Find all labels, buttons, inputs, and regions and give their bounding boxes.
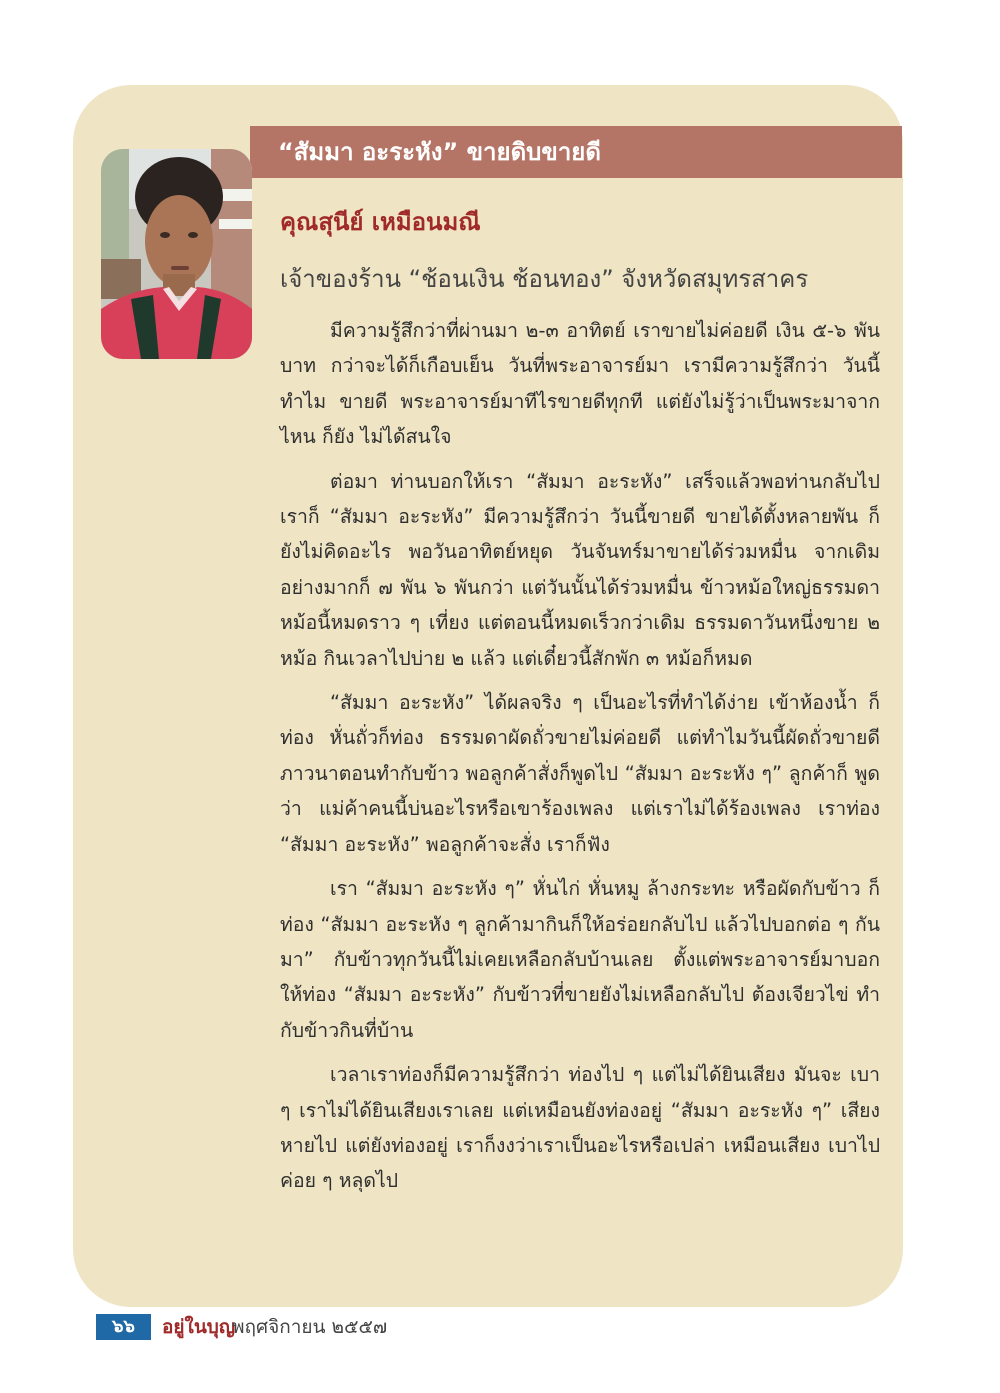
body-paragraph: ต่อมา ท่านบอกให้เรา “สัมมา อะระหัง” เสร็จแล้วพอท่านกลับไป เราก็ “สัมมา อะระหัง” มีความรู้สึกว่า วันนี้ขายดี ขายได้ตั้งหลายพัน ก็ ยังไม่คิดอะไร พอวันอาทิตย์หยุด วันจันทร์มาขายได้ร่วมหมื่น จากเดิม อย่างมากก็ ๗ พัน ๖ พันกว่า แต่วันนั้นได้ร่วมหมื่น ข้าวหม้อใหญ่ธรรมดา หม้อนี้หมดราว ๆ เที่ยง แต่ตอนนี้หมดเร็วกว่าเดิม ธรรมดาวันหนึ่งขาย ๒ หม้อ กินเวลาไปบ่าย ๒ แล้ว แต่เดี๋ยวนี้สักพัก ๓ หม้อก็หมด [280,469,880,670]
interviewee-name: คุณสุนีย์ เหมือนมณี [280,208,481,236]
publication-name: อยู่ในบุญ [162,1316,236,1338]
body-paragraph: เวลาเราท่องก็มีความรู้สึกว่า ท่องไป ๆ แต่ไม่ได้ยินเสียง มันจะ เบา ๆ เราไม่ได้ยินเสียงเราเลย แต่เหมือนยังท่องอยู่ “สัมมา อะระหัง ๆ” เสียงหายไป แต่ยังท่องอยู่ เราก็งงว่าเราเป็นอะไรหรือเปล่า เหมือนเสียง เบาไป ค่อย ๆ หลุดไป [280,1063,880,1193]
article-body [280,313,880,1208]
body-paragraph: “สัมมา อะระหัง” ได้ผลจริง ๆ เป็นอะไรที่ทำได้ง่าย เข้าห้องน้ำ ก็ท่อง หั่นถั่วก็ท่อง ธรรมดาผัดถั่วขายไม่ค่อยดี แต่ทำไมวันนี้ผัดถั่วขายดี ภาวนาตอนทำกับข้าว พอลูกค้าสั่งก็พูดไป “สัมมา อะระหัง ๆ” ลูกค้าก็ พูดว่า แม่ค้าคนนี้บ่นอะไรหรือเขาร้องเพลง แต่เราไม่ได้ร้องเพลง เราท่อง “สัมมา อะระหัง” พอลูกค้าจะสั่ง เราก็ฟัง [280,691,880,856]
interviewee-subtitle: เจ้าของร้าน “ช้อนเงิน ช้อนทอง” จังหวัดสมุทรสาคร [280,265,809,293]
portrait-photo [101,149,252,359]
page-number-badge: ๖๖ [96,1314,151,1340]
article-title: “สัมมา อะระหัง” ขายดิบขายดี [278,138,601,166]
publication-date: พฤศจิกายน ๒๕๕๗ [232,1316,388,1338]
body-paragraph: มีความรู้สึกว่าที่ผ่านมา ๒-๓ อาทิตย์ เราขายไม่ค่อยดี เงิน ๕-๖ พันบาท กว่าจะได้ก็เกือบเย็น วันที่พระอาจารย์มา เรามีความรู้สึกว่า วันนี้ทำไม ขายดี พระอาจารย์มาทีไรขายดีทุกที แต่ยังไม่รู้ว่าเป็นพระมาจากไหน ก็ยัง ไม่ได้สนใจ [280,319,880,449]
page-footer [96,1312,696,1344]
body-paragraph: เรา “สัมมา อะระหัง ๆ” หั่นไก่ หั่นหมู ล้างกระทะ หรือผัดกับข้าว ก็ท่อง “สัมมา อะระหัง ๆ ลูกค้ามากินก็ให้อร่อยกลับไป แล้วไปบอกต่อ ๆ กันมา” กับข้าวทุกวันนี้ไม่เคยเหลือกลับบ้านเลย ตั้งแต่พระอาจารย์มาบอก ให้ท่อง “สัมมา อะระหัง” กับข้าวที่ขายยังไม่เหลือกลับไป ต้องเจียวไข่ ทำกับข้าวกินที่บ้าน [280,877,880,1042]
